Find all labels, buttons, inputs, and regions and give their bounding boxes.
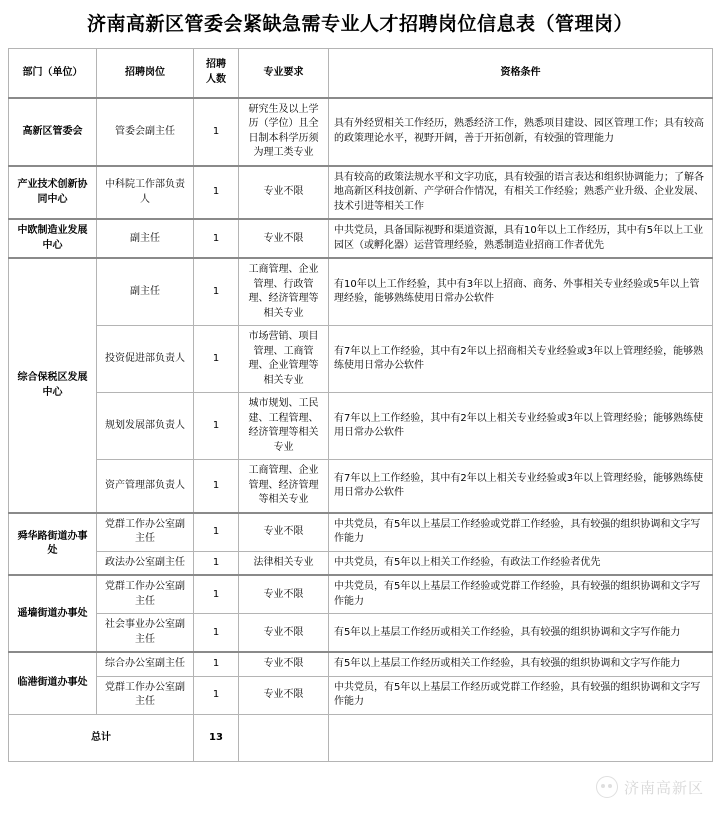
qualification-cell: 具有较高的政策法规水平和文字功底，具有较强的语言表达和组织协调能力；了解各地高新区科技创新、产学研合作情况，有相关工作经验；熟悉产业升级、企业发展、技术引进等相关工作 [329,166,713,220]
table-row [9,460,713,513]
major-cell: 工商管理、企业管理、行政管理、经济管理等相关专业 [239,258,329,326]
major-cell: 工商管理、企业管理、经济管理等相关专业 [239,460,329,513]
watermark [596,776,704,798]
department-cell: 遥墙街道办事处 [9,575,97,652]
post-cell: 副主任 [97,258,194,326]
page-title: 济南高新区管委会紧缺急需专业人才招聘岗位信息表（管理岗） [86,13,633,35]
table-row [9,652,713,676]
post-cell: 管委会副主任 [97,98,194,166]
major-cell: 专业不限 [239,652,329,676]
qualification-cell: 有7年以上工作经验，其中有2年以上相关专业经验或3年以上管理经验，能够熟练使用日常办公软件 [329,460,713,513]
table-row [9,166,713,220]
count-cell: 1 [194,676,239,714]
department-cell: 综合保税区发展中心 [9,258,97,513]
post-cell: 社会事业办公室副主任 [97,614,194,653]
qualification-cell: 中共党员，有5年以上基层工作经验或党群工作经验，具有较强的组织协调和文字写作能力 [329,575,713,614]
department-cell: 舜华路街道办事处 [9,513,97,576]
post-cell: 综合办公室副主任 [97,652,194,676]
count-cell: 1 [194,575,239,614]
major-cell: 研究生及以上学历（学位）且全日制本科学历须为理工类专业 [239,98,329,166]
table-row [9,219,713,258]
qualification-cell: 有7年以上工作经验，其中有2年以上相关专业经验或3年以上管理经验；能够熟练使用日常办公软件 [329,393,713,460]
qualification-cell: 有5年以上基层工作经历或相关工作经验，具有较强的组织协调和文字写作能力 [329,614,713,653]
column-header-major: 专业要求 [239,48,329,98]
column-header-qualification: 资格条件 [329,48,713,98]
count-cell: 1 [194,513,239,552]
post-cell: 党群工作办公室副主任 [97,676,194,714]
total-qualification-blank [329,714,713,761]
department-cell: 高新区管委会 [9,98,97,166]
department-cell: 临港街道办事处 [9,652,97,714]
post-cell: 政法办公室副主任 [97,551,194,575]
table-row [9,326,713,393]
post-cell: 党群工作办公室副主任 [97,575,194,614]
count-cell: 1 [194,614,239,653]
table-row [9,258,713,326]
count-cell: 1 [194,166,239,220]
table-body [9,98,713,715]
watermark-label: 济南高新区 [623,778,704,797]
table-header [9,48,713,98]
table-row [9,393,713,460]
count-cell: 1 [194,258,239,326]
table-row [9,551,713,575]
panda-face-icon [596,776,618,798]
department-cell: 产业技术创新协同中心 [9,166,97,220]
count-cell: 1 [194,98,239,166]
column-header-department: 部门（单位） [9,48,97,98]
table-row [9,575,713,614]
total-major-blank [239,714,329,761]
post-cell: 中科院工作部负责人 [97,166,194,220]
column-header-post: 招聘岗位 [97,48,194,98]
table-row [9,676,713,714]
count-cell: 1 [194,460,239,513]
major-cell: 专业不限 [239,676,329,714]
headcount-line-2: 人数 [206,73,226,85]
major-cell: 专业不限 [239,219,329,258]
major-cell: 专业不限 [239,513,329,552]
qualification-cell: 有10年以上工作经验，其中有3年以上招商、商务、外事相关专业经验或5年以上管理经验，能够熟练使用日常办公软件 [329,258,713,326]
post-cell: 党群工作办公室副主任 [97,513,194,552]
count-cell: 1 [194,652,239,676]
headcount-line-1: 招聘 [206,59,226,71]
post-cell: 规划发展部负责人 [97,393,194,460]
count-cell: 1 [194,326,239,393]
count-cell: 1 [194,551,239,575]
total-label: 总计 [9,714,194,761]
major-cell: 专业不限 [239,614,329,653]
table-footer [9,714,713,761]
count-cell: 1 [194,219,239,258]
major-cell: 市场营销、项目管理、工商管理、企业管理等相关专业 [239,326,329,393]
qualification-cell: 中共党员，有5年以上基层工作经历或党群工作经验，具有较强的组织协调和文字写作能力 [329,676,713,714]
major-cell: 专业不限 [239,575,329,614]
qualification-cell: 有5年以上基层工作经历或相关工作经验，具有较强的组织协调和文字写作能力 [329,652,713,676]
post-cell: 投资促进部负责人 [97,326,194,393]
qualification-cell: 有7年以上工作经验，其中有2年以上招商相关专业经验或3年以上管理经验，能够熟练使用日常办公软件 [329,326,713,393]
total-row [9,714,713,761]
major-cell: 法律相关专业 [239,551,329,575]
column-header-headcount [194,48,239,98]
total-count: 13 [194,714,239,761]
department-cell: 中欧制造业发展中心 [9,219,97,258]
post-cell: 副主任 [97,219,194,258]
post-cell: 资产管理部负责人 [97,460,194,513]
recruitment-table [8,48,713,762]
table-row [9,513,713,552]
qualification-cell: 具有外经贸相关工作经历，熟悉经济工作，熟悉项目建设、园区管理工作；具有较高的政策理论水平，视野开阔，善于开拓创新，有较强的管理能力 [329,98,713,166]
qualification-cell: 中共党员，有5年以上相关工作经验，有政法工作经验者优先 [329,551,713,575]
qualification-cell: 中共党员，具备国际视野和渠道资源，具有10年以上工作经历，其中有5年以上工业园区（或孵化器）运营管理经验，熟悉制造业招商工作者优先 [329,219,713,258]
table-row [9,614,713,653]
table-row [9,98,713,166]
count-cell: 1 [194,393,239,460]
major-cell: 城市规划、工民建、工程管理、经济管理等相关专业 [239,393,329,460]
major-cell: 专业不限 [239,166,329,220]
header-row [9,48,713,98]
qualification-cell: 中共党员，有5年以上基层工作经验或党群工作经验，具有较强的组织协调和文字写作能力 [329,513,713,552]
